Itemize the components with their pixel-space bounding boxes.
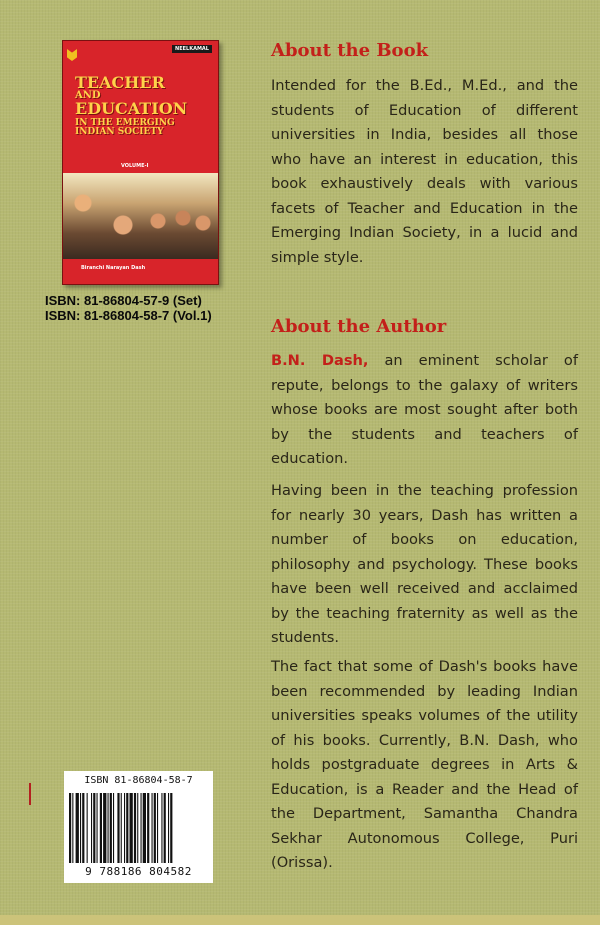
isbn-block bbox=[45, 293, 212, 323]
publisher-logo-icon bbox=[67, 49, 77, 61]
cover-publisher: NEELKAMAL bbox=[172, 45, 212, 53]
about-book-text: Intended for the B.Ed., M.Ed., and the students of Education of different universities in India, besides all those who have an interest in education, this book exhaustively deals with various facets of Teacher and Education in the Emerging Indian Society, in a lucid and simple style. bbox=[271, 77, 578, 266]
barcode-isbn-label: ISBN 81-86804-58-7 bbox=[84, 775, 193, 786]
author-paragraph-1-text: an eminent scholar of repute, belongs to the galaxy of writers whose books are most sought after both by the students and teachers of education. bbox=[271, 352, 578, 467]
author-paragraph-3: The fact that some of Dash's books have been recommended by leading Indian universities speaks volumes of the utility of his books. Currently, B.N. Dash, who holds postgraduate degrees in Arts & Education, is a Reader and the Head of the Department, Samantha Chandra Sekhar Autonomous College, Puri (Orissa). bbox=[271, 658, 578, 871]
cover-title-line: AND bbox=[75, 90, 101, 101]
author-name: B.N. Dash, bbox=[271, 352, 369, 369]
barcode-bars-icon bbox=[69, 793, 208, 863]
author-paragraph-2: Having been in the teaching profession for nearly 30 years, Dash has written a number of books on education, philosophy and psychology. These books have been well received and acclaimed by the teaching fraternity as well as the students. bbox=[271, 482, 578, 646]
author-paragraph-1 bbox=[271, 349, 578, 472]
cover-volume: VOLUME-I bbox=[121, 163, 149, 169]
cover-title-line: EDUCATION bbox=[75, 99, 188, 118]
cover-title bbox=[75, 75, 219, 137]
about-author-heading: About the Author bbox=[271, 316, 447, 337]
isbn-set: ISBN: 81-86804-57-9 (Set) bbox=[45, 293, 202, 308]
cover-author: Biranchi Narayan Dash bbox=[81, 265, 146, 271]
barcode-digits: 9 788186 804582 bbox=[85, 865, 192, 878]
bottom-strip bbox=[0, 915, 600, 925]
isbn-volume: ISBN: 81-86804-58-7 (Vol.1) bbox=[45, 308, 212, 323]
cover-thumbnail bbox=[62, 40, 219, 285]
about-book-heading: About the Book bbox=[271, 40, 429, 61]
barcode bbox=[64, 771, 213, 883]
cover-photo bbox=[63, 173, 219, 259]
cover-title-line: TEACHER bbox=[75, 73, 165, 92]
edge-mark bbox=[29, 783, 31, 805]
cover-title-line: INDIAN SOCIETY bbox=[75, 127, 164, 137]
cover-title-line: IN THE EMERGING bbox=[75, 118, 175, 128]
